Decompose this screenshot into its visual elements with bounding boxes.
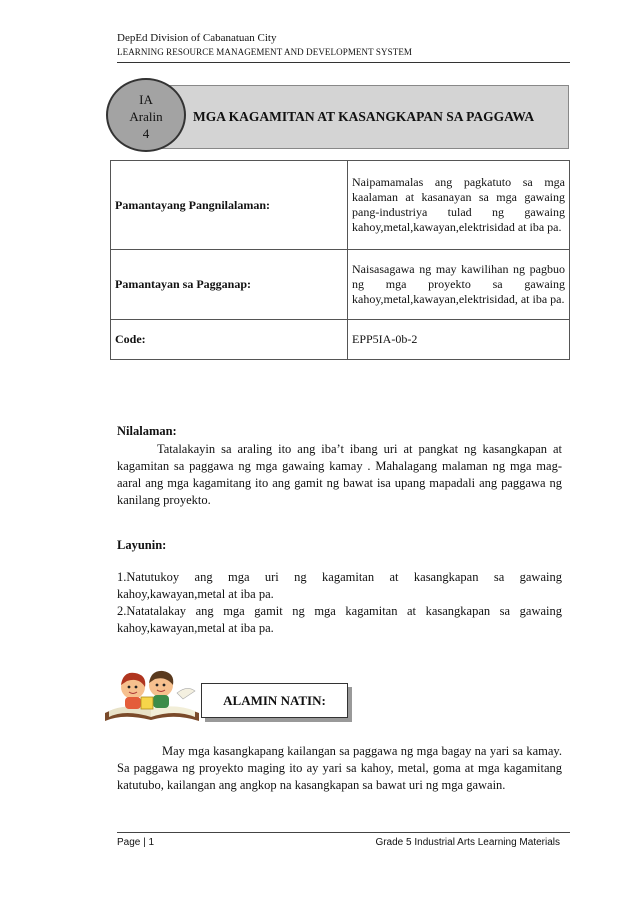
alamin-text: May mga kasangkapang kailangan sa paggawa ng mga bagay na yari sa kamay. Sa paggawa ng proyekto maging ito ay yari sa kahoy, metal, goma at mga kagamitang katutubo, kailangan ang angkop na kasangkapan sa bawat uri ng mga gawain.	[117, 744, 562, 792]
standards-table	[110, 160, 570, 360]
division-header: DepEd Division of Cabanatuan City	[117, 32, 277, 44]
alamin-natin-box: ALAMIN NATIN:	[201, 683, 348, 718]
standard-label: Pamantayang Pangnilalaman:	[111, 161, 348, 250]
layunin-heading: Layunin:	[117, 538, 167, 552]
code-label: Code:	[111, 320, 348, 360]
badge-number: 4	[142, 126, 150, 141]
nilalaman-heading: Nilalaman:	[117, 424, 177, 438]
kids-reading-illustration	[103, 663, 201, 725]
table-row	[111, 250, 570, 320]
table-row	[111, 161, 570, 250]
page-number: Page | 1	[117, 837, 155, 848]
footer-divider	[117, 832, 570, 833]
footer-title: Grade 5 Industrial Arts Learning Materials	[375, 837, 560, 848]
standard-value: Naisasagawa ng may kawilihan ng pagbuo ng mga proyekto sa gawaing kahoy,metal,kawayan,elektrisidad, at iba pa.	[348, 250, 570, 320]
table-row	[111, 320, 570, 360]
objective-item: 1.Natutukoy ang mga uri ng kagamitan at kasangkapan sa gawaing kahoy,kawayan,metal at iba pa.	[117, 570, 562, 601]
objective-item: 2.Natatalakay ang mga gamit ng mga kagamitan at kasangkapan sa gawaing kahoy,kawayan,metal at iba pa.	[117, 604, 562, 635]
lesson-title: MGA KAGAMITAN AT KASANGKAPAN SA PAGGAWA	[193, 109, 535, 124]
nilalaman-text: Tatalakayin sa araling ito ang iba’t ibang uri at pangkat ng kasangkapan at kagamitan sa paggawa ng mga gawaing kamay . Mahalagang malaman ng mga mag-aaral ang mga kagamitang ito ang gamit ng bawat isa upang mapadali ang paggawa ng kanilang proyekto.	[117, 442, 562, 507]
badge-aralin: Aralin	[129, 109, 163, 124]
lesson-badge	[106, 78, 186, 152]
system-header: LEARNING RESOURCE MANAGEMENT AND DEVELOPMENT SYSTEM	[117, 47, 413, 57]
standard-value: Naipamamalas ang pagkatuto sa mga kaalaman at kasanayan sa mga gawaing pang-industriya tulad ng gawaing kahoy,metal,kawayan,elektrisidad at iba pa.	[348, 161, 570, 250]
standard-label: Pamantayan sa Pagganap:	[111, 250, 348, 320]
code-value: EPP5IA-0b-2	[348, 320, 570, 360]
header-divider	[117, 62, 570, 63]
badge-subject: IA	[139, 92, 153, 107]
